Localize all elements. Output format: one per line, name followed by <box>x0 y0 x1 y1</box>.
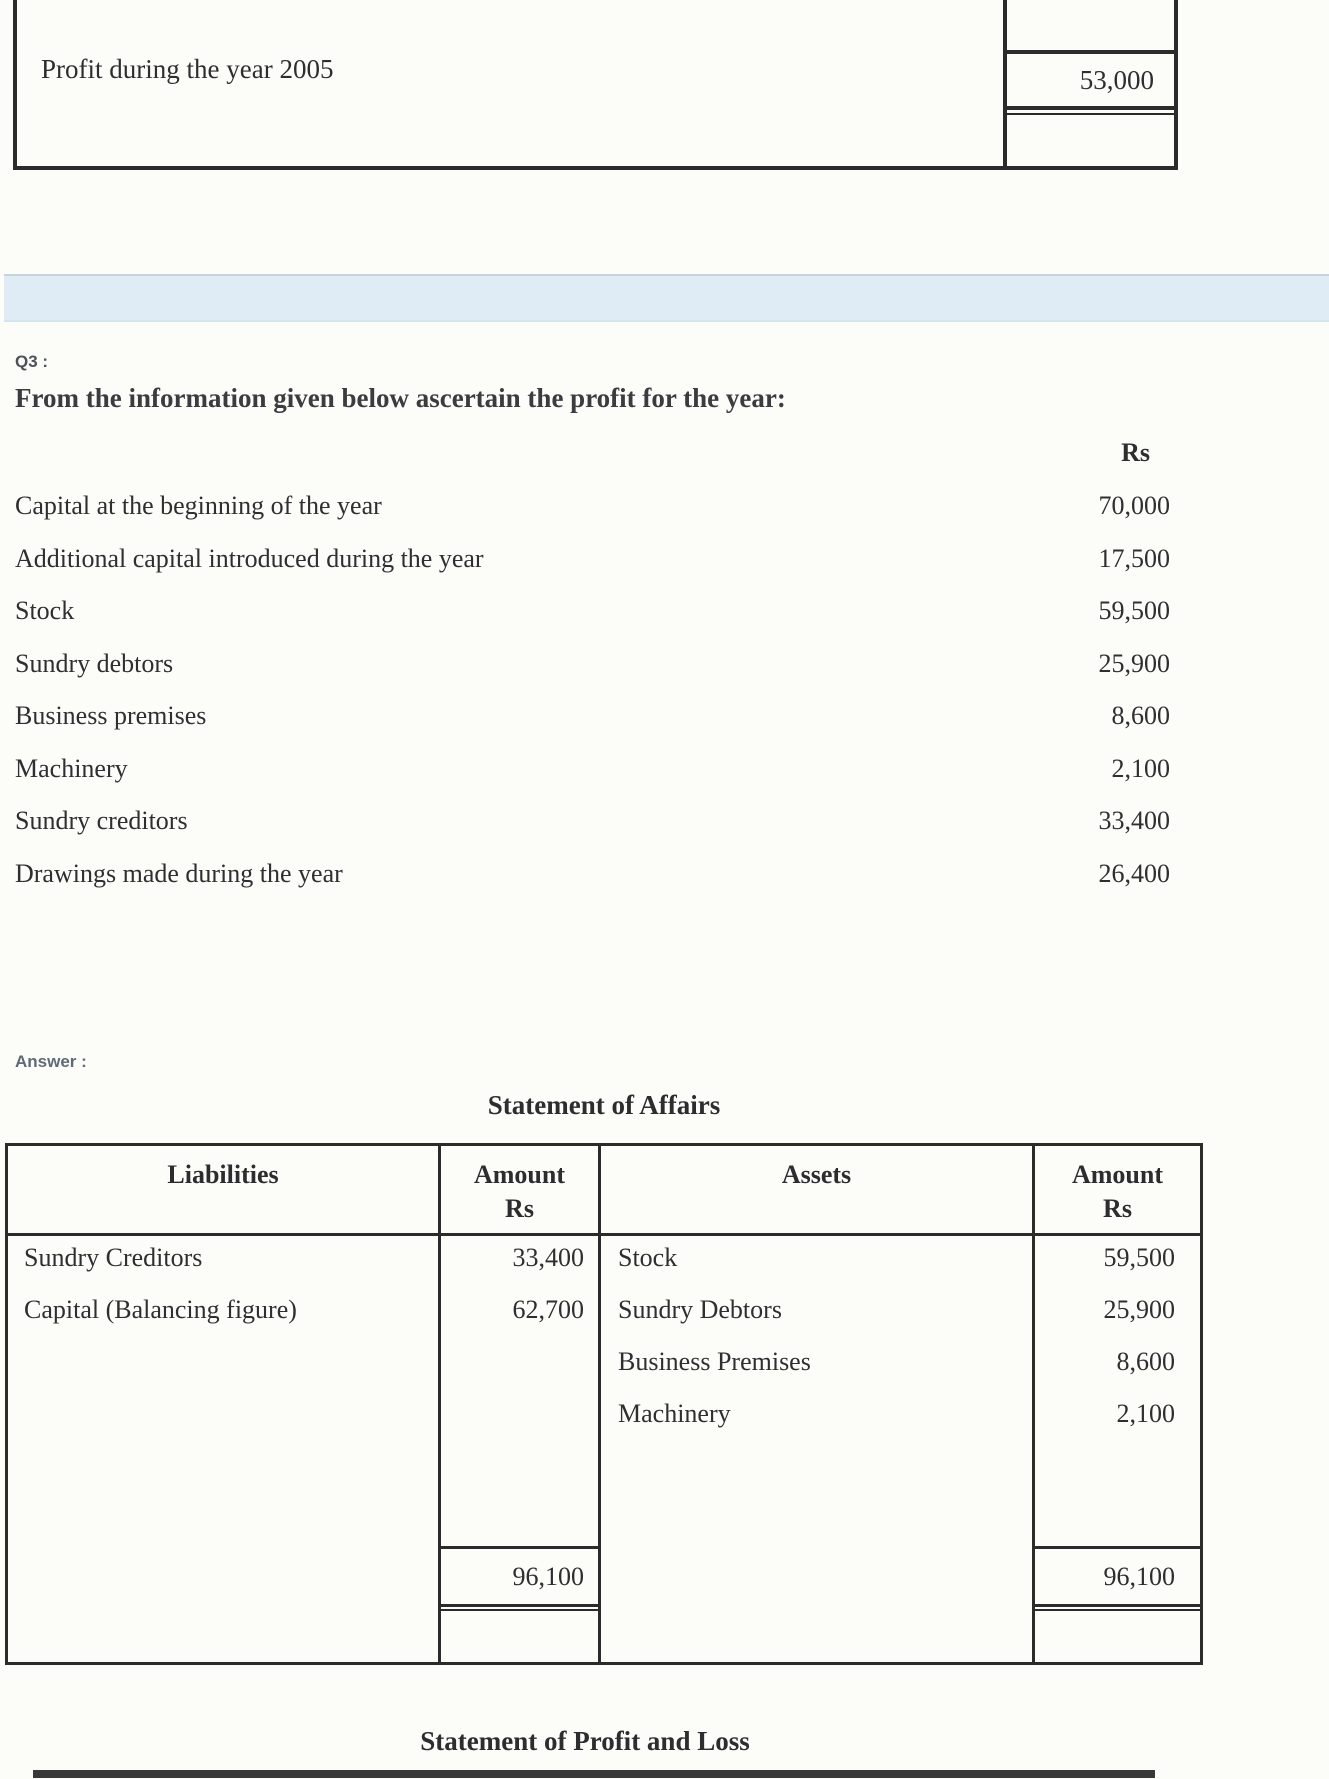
column-header-amount-left: Amount Rs <box>473 1160 565 1223</box>
asset-row-value: 8,600 <box>1116 1347 1175 1376</box>
currency-column-header: Rs <box>1121 438 1150 467</box>
total-rule <box>441 1546 598 1549</box>
item-value: 2,100 <box>1111 753 1170 783</box>
section-divider-bar <box>4 274 1329 322</box>
list-item <box>15 533 1170 586</box>
asset-row-label: Stock <box>618 1243 678 1272</box>
next-table-top-border <box>33 1770 1155 1778</box>
answer-label: Answer : <box>15 1052 87 1071</box>
column-header-liabilities: Liabilities <box>167 1160 279 1189</box>
profit-row-value: 53,000 <box>1007 54 1174 110</box>
liability-row-label: Sundry Creditors <box>24 1243 203 1272</box>
question-items-list <box>15 480 1170 900</box>
item-label: Sundry creditors <box>15 806 188 836</box>
list-item <box>15 743 1170 796</box>
item-value: 70,000 <box>1098 491 1170 521</box>
profit-and-loss-title: Statement of Profit and Loss <box>420 1726 750 1756</box>
profit-row-label: Profit during the year 2005 <box>41 54 334 84</box>
asset-row-value: 2,100 <box>1116 1399 1175 1428</box>
total-double-rule <box>441 1604 598 1611</box>
asset-row-value: 59,500 <box>1103 1243 1175 1272</box>
list-item <box>15 848 1170 901</box>
list-item <box>15 690 1170 743</box>
item-value: 25,900 <box>1098 648 1170 678</box>
list-item <box>15 585 1170 638</box>
item-value: 8,600 <box>1111 701 1170 731</box>
asset-row-label: Business Premises <box>618 1347 811 1376</box>
item-label: Business premises <box>15 701 207 731</box>
item-label: Additional capital introduced during the year <box>15 543 484 573</box>
item-label: Capital at the beginning of the year <box>15 491 382 521</box>
column-header-assets: Assets <box>781 1160 852 1189</box>
list-item <box>15 795 1170 848</box>
liability-row-label: Capital (Balancing figure) <box>24 1295 297 1324</box>
item-value: 17,500 <box>1098 543 1170 573</box>
assets-total: 96,100 <box>1103 1562 1175 1591</box>
item-label: Sundry debtors <box>15 648 174 678</box>
item-label: Drawings made during the year <box>15 858 343 888</box>
question-prompt: From the information given below ascertain the profit for the year: <box>15 383 786 413</box>
asset-row-label: Machinery <box>618 1399 731 1428</box>
total-rule <box>1035 1546 1200 1549</box>
item-value: 26,400 <box>1098 858 1170 888</box>
item-value: 59,500 <box>1098 596 1170 626</box>
asset-row-value: 25,900 <box>1103 1295 1175 1324</box>
list-item <box>15 638 1170 691</box>
previous-answer-table-fragment <box>13 0 1178 170</box>
table-cell-label <box>13 0 1003 170</box>
liabilities-total: 96,100 <box>512 1562 584 1591</box>
item-label: Machinery <box>15 753 128 783</box>
list-item <box>15 480 1170 533</box>
total-double-rule <box>1007 113 1174 115</box>
liability-row-value: 33,400 <box>512 1243 584 1272</box>
asset-row-label: Sundry Debtors <box>618 1295 782 1324</box>
table-amount-column <box>1003 0 1178 170</box>
column-header-amount-right: Amount Rs <box>1071 1160 1163 1223</box>
item-value: 33,400 <box>1098 806 1170 836</box>
question-number: Q3 : <box>15 352 49 371</box>
statement-of-affairs-table <box>5 1143 1203 1665</box>
table-cell-empty <box>1007 0 1174 54</box>
item-label: Stock <box>15 596 75 626</box>
column-divider <box>598 1146 601 1662</box>
statement-of-affairs-title: Statement of Affairs <box>487 1090 721 1120</box>
liability-row-value: 62,700 <box>512 1295 584 1324</box>
total-double-rule <box>1035 1604 1200 1611</box>
